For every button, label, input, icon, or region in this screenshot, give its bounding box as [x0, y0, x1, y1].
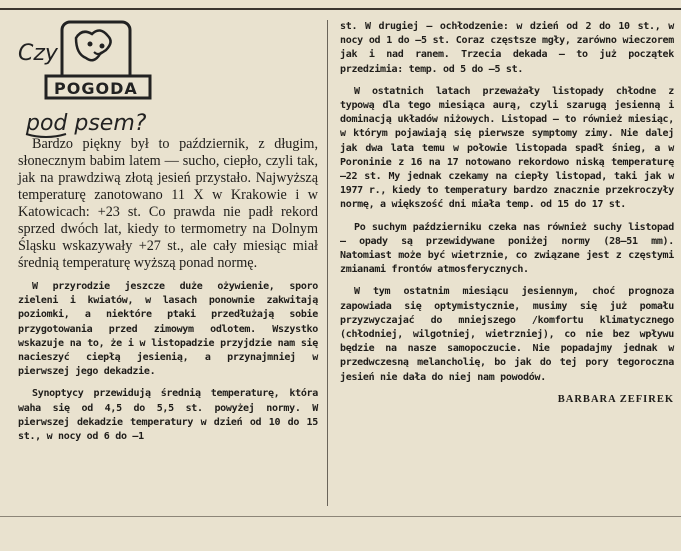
- dog-weather-logo: [10, 16, 170, 138]
- forecast-paragraph: Synoptycy przewidują średnią temperaturę, która waha się od 4,5 do 5,5 st. powyżej normy. W pierwszej dekadzie temperatury w dzień od 10 do 15 st., w nocy od 6 do —1: [18, 388, 318, 443]
- bottom-rule: [0, 516, 681, 517]
- precipitation-paragraph: Po suchym październiku czeka nas również suchy listopad — opady są przewidywane poniżej normy (28—51 mm). Natomiast może być wietrznie, co związane jest z częstymi zmianami frontów atmosferycznych.: [340, 221, 674, 276]
- right-body: [340, 20, 674, 407]
- body-paragraph: W ostatnich latach przeważały listopady chłodne z typową dla tego miesiąca aurą, czyli szarugą jesienną i dominacją układów niżowych. Listopad — to również miesiąc, w którym pojawiają się pierwsze symptomy zimy. Nie dalej jak dwa lata temu w połowie listopada spadł śnieg, a w Poroninie z 16 na 17 notowano rekordowo niską temperaturę —22 st. My jednak czekamy na ciepły listopad, taki jak w 1977 r., kiedy to temperatury bardzo znacznie przekroczyły normę, a większość dni miała temp. od 15 do 17 st.: [340, 85, 674, 211]
- column-divider: [327, 20, 328, 506]
- left-column: [18, 136, 318, 452]
- left-body: [18, 280, 318, 444]
- logo-word-czy: Czy: [18, 41, 58, 66]
- body-paragraph: W przyrodzie jeszcze duże ożywienie, sporo zieleni i kwiatów, w lasach ponownie zakwitają poziomki, a niektóre ptaki przedłużają sobie przygotowania przed zimowym odlotem. Wszystko wskazuje na to, że i w listopadzie przyjdzie nam się nacieszyć ciepłą jesienią, a przynajmniej w pierwszej jego dekadzie.: [18, 281, 318, 378]
- lead-paragraph: Bardzo piękny był to październik, z długim, słonecznym babim latem — sucho, ciepło, czyli tak, jak na prawdziwą złotą jesień przystało. Najwyższą temperaturę zanotowano 11 X w Krakowie i w Katowicach: +23 st. Co prawda nie padł rekord sprzed dwóch lat, kiedy to termometry na Dolnym Śląsku wskazywały +27 st., ale cały miesiąc miał średnią temperaturę wyższą ponad normę.: [18, 136, 318, 271]
- author-signature: BARBARA ZEFIREK: [557, 393, 674, 405]
- top-rule: [0, 8, 681, 10]
- logo-word-pod-psem: pod psem?: [26, 111, 147, 136]
- body-paragraph: W tym ostatnim miesiącu jesiennym, choć prognoza zapowiada się optymistycznie, musimy się już pomału przyzwyczajać do mniejszego /komfortu klimatycznego (chłodniej, wilgotniej, wietrzniej), co nie bez wpływu będzie na nasze samopoczucie. Nie popadajmy jednak w przedwczesną melancholię, bo jak do tej pory tegoroczna jesień nie dała do niej nam powodów.: [340, 286, 674, 383]
- lead-paragraphs: [18, 136, 318, 272]
- logo-word-pogoda: POGODA: [54, 79, 138, 98]
- right-column: [340, 20, 674, 407]
- continued-paragraph: st. W drugiej — ochłodzenie: w dzień od 2 do 10 st., w nocy od 1 do —5 st. Coraz częstsze mgły, zarówno wieczorem jak i nad ranem. Trzecia dekada — to już początek przedzimia: temp. od 5 do —5 st.: [340, 21, 674, 75]
